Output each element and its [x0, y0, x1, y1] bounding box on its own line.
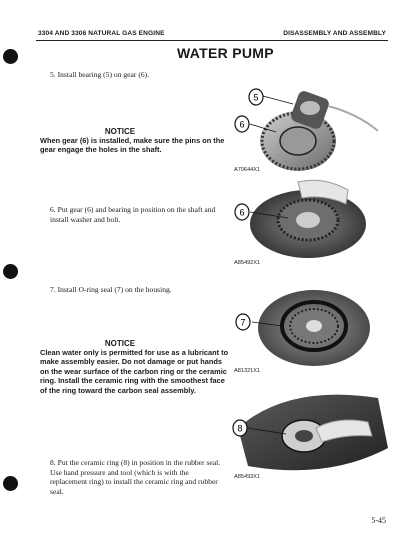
gear-hub [306, 320, 322, 332]
step-6: 6. Put gear (6) and bearing in position on the shaft and install washer and bolt. [50, 205, 216, 224]
step-8: 8. Put the ceramic ring (8) in position in the rubber seal. Use hand pressure and tool (which is with the replacement ring) to install the ceramic ring and rubber seal. [50, 458, 221, 496]
svg-text:6: 6 [239, 207, 245, 218]
figure-code: A85492X1 [234, 260, 261, 266]
svg-text:7: 7 [240, 317, 246, 328]
photo-gear-bearing [228, 86, 392, 172]
figure-code: A70644X1 [234, 167, 261, 173]
figure-code: A85493X1 [234, 474, 261, 480]
gear-hub [296, 212, 320, 228]
header-rule [36, 40, 388, 41]
svg-text:5: 5 [253, 92, 259, 103]
binder-hole [3, 264, 18, 279]
binder-hole [3, 476, 18, 491]
photo-ceramic-ring [228, 388, 392, 474]
rubber-seal [295, 430, 313, 442]
callout-6 [235, 116, 249, 132]
page-number: 5-45 [371, 516, 386, 525]
callout-8 [233, 420, 247, 436]
photo-gear-on-shaft [228, 172, 392, 258]
callout-7 [236, 314, 250, 330]
gear-hub [280, 127, 316, 155]
notice-heading: NOTICE [104, 127, 136, 136]
svg-text:8: 8 [237, 423, 243, 434]
notice-text: When gear (6) is installed, make sure the pins on the gear engage the holes in the shaft. [40, 136, 225, 155]
callout-5 [249, 89, 263, 105]
running-header-right: DISASSEMBLY AND ASSEMBLY [283, 30, 386, 37]
notice-heading: NOTICE [104, 339, 136, 348]
figure-code: A81321X1 [234, 368, 261, 374]
photo-o-ring-seal [228, 282, 392, 368]
running-header-left: 3304 AND 3306 NATURAL GAS ENGINE [38, 30, 165, 37]
binder-hole [3, 49, 18, 64]
shaft-line [328, 106, 378, 131]
leader-line [263, 96, 293, 104]
step-7: 7. Install O-ring seal (7) on the housing. [50, 285, 172, 294]
callout-6 [235, 204, 249, 220]
step-5: 5. Install bearing (5) on gear (6). [50, 70, 150, 79]
page-title: WATER PUMP [177, 45, 274, 61]
notice-text: Clean water only is permitted for use as a lubricant to make assembly easier. Do not damage or put hands on the wear surface of the carbon ring or the ceramic ring. Install the ceramic ring with the smoothest face of the ring toward the carbon seal assembly. [40, 348, 229, 395]
svg-text:6: 6 [239, 119, 245, 130]
bearing-race [300, 101, 320, 115]
